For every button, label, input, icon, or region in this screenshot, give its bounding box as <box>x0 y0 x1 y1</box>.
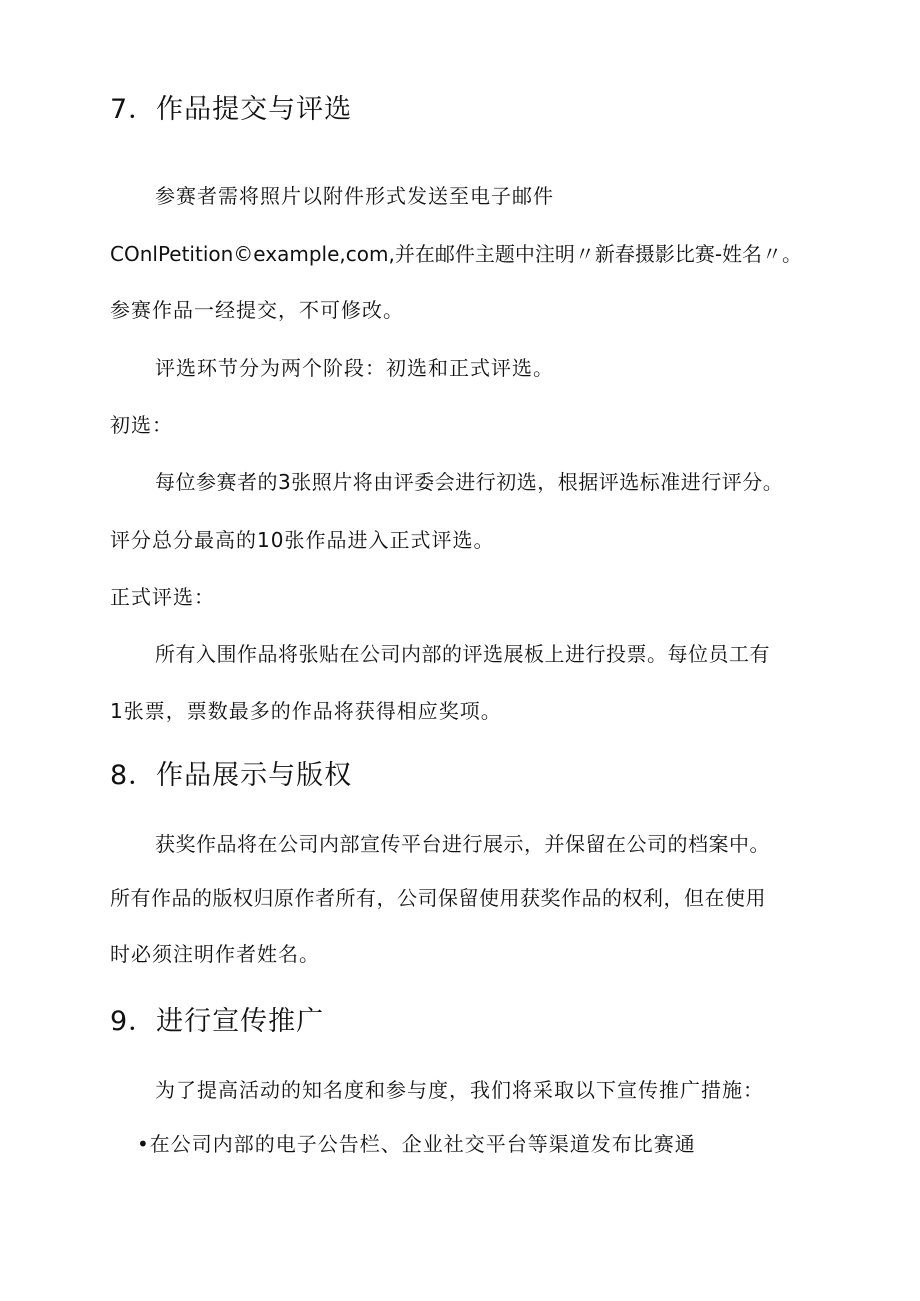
section-heading-9: 9．进行宣传推广 <box>110 1006 325 1037</box>
paragraph-line: 评选环节分为两个阶段：初选和正式评选。 <box>155 356 554 380</box>
paragraph-line: 时必须注明作者姓名。 <box>110 942 320 966</box>
paragraph-line: 评分总分最高的10张作品进入正式评选。 <box>110 528 495 552</box>
paragraph-line: 获奖作品将在公司内部宣传平台进行展示，并保留在公司的档案中。 <box>155 832 770 856</box>
paragraph-line: 参赛作品一经提交，不可修改。 <box>110 298 404 322</box>
section-heading-8: 8．作品展示与版权 <box>110 760 353 791</box>
section-heading-7: 7．作品提交与评选 <box>110 94 353 125</box>
subheading-preliminary: 初选： <box>110 413 173 437</box>
bullet-item: •在公司内部的电子公告栏、企业社交平台等渠道发布比赛通 <box>137 1132 696 1156</box>
paragraph-line: 参赛者需将照片以附件形式发送至电子邮件 <box>155 184 554 208</box>
subheading-formal: 正式评选： <box>110 585 215 609</box>
paragraph-line: 所有入围作品将张贴在公司内部的评选展板上进行投票。每位员工有 <box>155 642 770 666</box>
paragraph-line: COnlPetition©example,com,并在邮件主题中注明〃新春摄影比赛-姓名〃。 <box>110 242 803 266</box>
paragraph-line: 为了提高活动的知名度和参与度，我们将采取以下宣传推广措施： <box>155 1078 764 1102</box>
paragraph-line: 每位参赛者的3张照片将由评委会进行初选，根据评选标准进行评分。 <box>155 470 784 494</box>
paragraph-line: 1张票，票数最多的作品将获得相应奖项。 <box>110 699 502 723</box>
paragraph-line: 所有作品的版权归原作者所有，公司保留使用获奖作品的权利，但在使用 <box>110 886 766 910</box>
